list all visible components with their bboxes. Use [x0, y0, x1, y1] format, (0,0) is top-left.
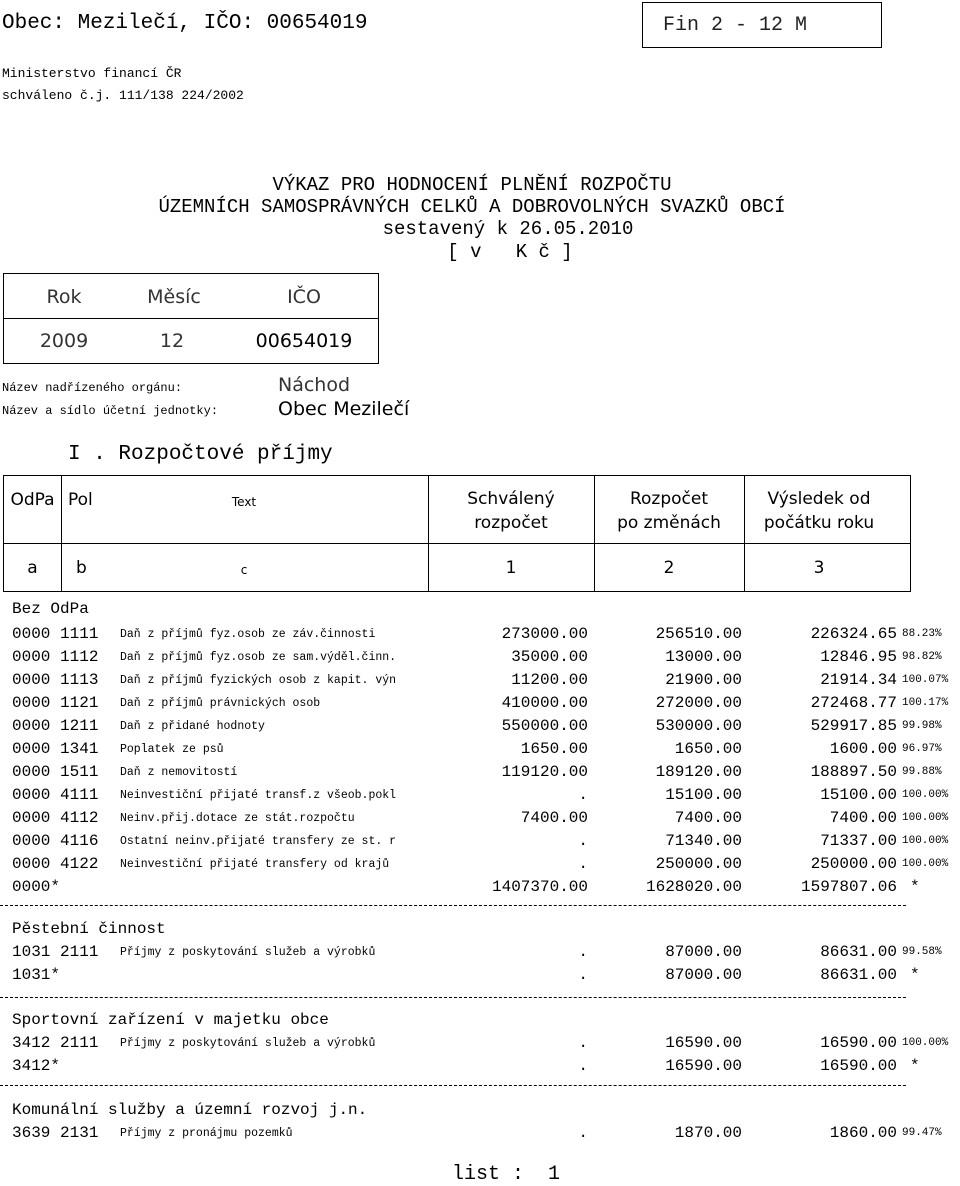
- row-percent: 100.00%: [902, 1037, 949, 1049]
- row-text: Daň z příjmů právnických osob: [120, 697, 321, 710]
- total-mark: *: [910, 966, 920, 984]
- table-row: [12, 809, 960, 831]
- ico-value: 00654019: [255, 330, 353, 352]
- key-3: 3: [813, 558, 825, 578]
- row-text: Daň z nemovitostí: [120, 766, 238, 779]
- total-code: 1031*: [12, 966, 61, 984]
- row-text: Poplatek ze psů: [120, 743, 224, 756]
- row-value: 35000.00: [511, 648, 588, 666]
- total-value: 1407370.00: [491, 878, 588, 896]
- section-divider: [0, 905, 906, 906]
- total-value: .: [578, 966, 588, 984]
- key-2: 2: [663, 558, 675, 578]
- parent-org-value: Náchod: [278, 374, 351, 396]
- row-value: 119120.00: [501, 763, 588, 781]
- row-value: 188897.50: [810, 763, 897, 781]
- row-percent: 99.47%: [902, 1127, 942, 1139]
- table-row: [12, 671, 960, 693]
- row-value: 15100.00: [820, 786, 897, 804]
- row-value: 1860.00: [829, 1124, 897, 1142]
- unit-label: Název a sídlo účetní jednotky:: [2, 404, 219, 418]
- row-value: 250000.00: [810, 855, 897, 873]
- col-text: Text: [231, 495, 257, 509]
- row-value: 86631.00: [820, 943, 897, 961]
- row-value: 7400.00: [520, 809, 588, 827]
- report-heading-1: VÝKAZ PRO HODNOCENÍ PLNĚNÍ ROZPOČTU: [272, 174, 672, 196]
- row-percent: 100.17%: [902, 697, 949, 709]
- row-percent: 100.00%: [902, 812, 949, 824]
- row-value: 7400.00: [674, 809, 742, 827]
- key-1: 1: [505, 558, 517, 578]
- row-value: 550000.00: [501, 717, 588, 735]
- section-divider: [0, 997, 906, 998]
- row-text: Daň z příjmů fyz.osob ze sam.výděl.činn.: [120, 651, 397, 664]
- row-value: 12846.95: [820, 648, 897, 666]
- report-date: sestavený k 26.05.2010: [382, 218, 634, 240]
- total-mark: *: [910, 878, 920, 896]
- row-value: .: [578, 1034, 588, 1052]
- table-row: [12, 648, 960, 670]
- row-percent: 96.97%: [902, 743, 942, 755]
- row-code: 3412 2111: [12, 1034, 99, 1052]
- year-header: Rok: [46, 286, 82, 308]
- row-percent: 100.00%: [902, 835, 949, 847]
- report-currency: [ v K č ]: [447, 241, 573, 263]
- row-text: Ostatní neinv.přijaté transfery ze st. r: [120, 835, 397, 848]
- row-code: 0000 1113: [12, 671, 99, 689]
- unit-value: Obec Mezilečí: [278, 398, 410, 420]
- row-value: 21900.00: [665, 671, 742, 689]
- row-value: 410000.00: [501, 694, 588, 712]
- row-code: 0000 1511: [12, 763, 99, 781]
- row-code: 3639 2131: [12, 1124, 99, 1142]
- month-value: 12: [159, 330, 185, 352]
- table-row: [12, 786, 960, 808]
- row-code: 0000 4112: [12, 809, 99, 827]
- row-text: Daň z přidané hodnoty: [120, 720, 265, 733]
- row-value: 272000.00: [655, 694, 742, 712]
- row-value: 226324.65: [810, 625, 897, 643]
- col-budget-1: Rozpočet: [629, 489, 709, 509]
- table-row: [12, 1124, 960, 1146]
- total-value: 87000.00: [665, 966, 742, 984]
- row-value: 1600.00: [829, 740, 897, 758]
- row-text: Příjmy z poskytování služeb a výrobků: [120, 1037, 376, 1050]
- row-value: 71337.00: [820, 832, 897, 850]
- table-row: [12, 855, 960, 877]
- row-text: Daň z příjmů fyzických osob z kapit. výn: [120, 674, 397, 687]
- col-approved-1: Schválený: [467, 489, 555, 509]
- section-title: I . Rozpočtové příjmy: [68, 443, 333, 466]
- col-budget-2: po změnách: [617, 513, 721, 533]
- row-code: 0000 1121: [12, 694, 99, 712]
- total-value: .: [578, 1057, 588, 1075]
- key-b: b: [76, 558, 87, 578]
- row-value: .: [578, 1124, 588, 1142]
- group-title: Bez OdPa: [12, 600, 89, 618]
- section-divider: [0, 1085, 906, 1086]
- total-value: 1597807.06: [800, 878, 897, 896]
- row-value: 16590.00: [665, 1034, 742, 1052]
- row-text: Neinvestiční přijaté transfery od krajů: [120, 858, 390, 871]
- row-value: 189120.00: [655, 763, 742, 781]
- row-value: 71340.00: [665, 832, 742, 850]
- month-header: Měsíc: [147, 286, 201, 308]
- group-title: Pěstební činnost: [12, 920, 166, 938]
- row-value: 530000.00: [655, 717, 742, 735]
- group-title: Sportovní zařízení v majetku obce: [12, 1011, 329, 1029]
- total-value: 16590.00: [665, 1057, 742, 1075]
- row-code: 0000 4111: [12, 786, 99, 804]
- report-heading-2: ÚZEMNÍCH SAMOSPRÁVNÝCH CELKŮ A DOBROVOLNÝCH SVAZKŮ OBCÍ: [158, 196, 786, 218]
- table-row: [12, 832, 960, 854]
- ico-header: IČO: [287, 286, 321, 308]
- row-value: 16590.00: [820, 1034, 897, 1052]
- row-code: 0000 1211: [12, 717, 99, 735]
- col-pol: Pol: [68, 490, 93, 510]
- row-percent: 100.07%: [902, 674, 949, 686]
- row-code: 0000 1112: [12, 648, 99, 666]
- key-c: c: [240, 563, 248, 577]
- row-percent: 100.00%: [902, 789, 949, 801]
- table-row: [12, 763, 960, 785]
- col-result-2: počátku roku: [763, 513, 875, 533]
- row-percent: 99.88%: [902, 766, 942, 778]
- table-row: [12, 1034, 960, 1056]
- row-value: 250000.00: [655, 855, 742, 873]
- row-value: 87000.00: [665, 943, 742, 961]
- total-row: [12, 878, 960, 900]
- row-value: 272468.77: [810, 694, 897, 712]
- parent-org-label: Název nadřízeného orgánu:: [2, 381, 183, 395]
- row-percent: 88.23%: [902, 628, 942, 640]
- row-value: 15100.00: [665, 786, 742, 804]
- table-row: [12, 943, 960, 965]
- columns-header-table: [3, 475, 911, 592]
- total-row: [12, 1057, 960, 1079]
- table-row: [12, 694, 960, 716]
- total-row: [12, 966, 960, 988]
- row-value: .: [578, 943, 588, 961]
- total-code: 3412*: [12, 1057, 61, 1075]
- table-row: [12, 717, 960, 739]
- row-percent: 98.82%: [902, 651, 942, 663]
- ministry-label: Ministerstvo financí ČR: [2, 66, 182, 81]
- row-value: 1870.00: [674, 1124, 742, 1142]
- key-a: a: [27, 558, 38, 578]
- row-value: 273000.00: [501, 625, 588, 643]
- group-title: Komunální služby a územní rozvoj j.n.: [12, 1101, 368, 1119]
- row-percent: 100.00%: [902, 858, 949, 870]
- row-percent: 99.58%: [902, 946, 942, 958]
- total-code: 0000*: [12, 878, 61, 896]
- row-value: 1650.00: [674, 740, 742, 758]
- row-text: Neinvestiční přijaté transf.z všeob.pokl: [120, 789, 397, 802]
- approval-label: schváleno č.j. 111/138 224/2002: [2, 88, 244, 103]
- row-value: 256510.00: [655, 625, 742, 643]
- form-code: Fin 2 - 12 M: [663, 14, 808, 37]
- row-code: 0000 4116: [12, 832, 99, 850]
- row-code: 1031 2111: [12, 943, 99, 961]
- row-code: 0000 4122: [12, 855, 99, 873]
- table-row: [12, 740, 960, 762]
- row-value: .: [578, 855, 588, 873]
- row-code: 0000 1341: [12, 740, 99, 758]
- row-text: Příjmy z pronájmu pozemků: [120, 1127, 293, 1140]
- row-value: 529917.85: [810, 717, 897, 735]
- col-result-1: Výsledek od: [767, 489, 871, 509]
- total-mark: *: [910, 1057, 920, 1075]
- col-odpa: OdPa: [10, 490, 55, 510]
- row-value: 13000.00: [665, 648, 742, 666]
- col-approved-2: rozpočet: [474, 513, 548, 533]
- table-row: [12, 625, 960, 647]
- year-value: 2009: [39, 330, 89, 352]
- row-text: Neinv.přij.dotace ze stát.rozpočtu: [120, 812, 355, 825]
- page-number: list : 1: [452, 1163, 561, 1186]
- total-value: 16590.00: [820, 1057, 897, 1075]
- total-value: 86631.00: [820, 966, 897, 984]
- row-percent: 99.98%: [902, 720, 942, 732]
- identification-table: [3, 273, 379, 364]
- document-title: Obec: Mezilečí, IČO: 00654019: [2, 12, 368, 35]
- row-code: 0000 1111: [12, 625, 99, 643]
- row-value: 1650.00: [520, 740, 588, 758]
- row-text: Příjmy z poskytování služeb a výrobků: [120, 946, 376, 959]
- row-value: 11200.00: [511, 671, 588, 689]
- total-value: 1628020.00: [645, 878, 742, 896]
- row-value: .: [578, 786, 588, 804]
- row-value: .: [578, 832, 588, 850]
- form-code-box: [642, 2, 882, 48]
- row-text: Daň z příjmů fyz.osob ze záv.činnosti: [120, 628, 376, 641]
- row-value: 7400.00: [829, 809, 897, 827]
- row-value: 21914.34: [820, 671, 897, 689]
